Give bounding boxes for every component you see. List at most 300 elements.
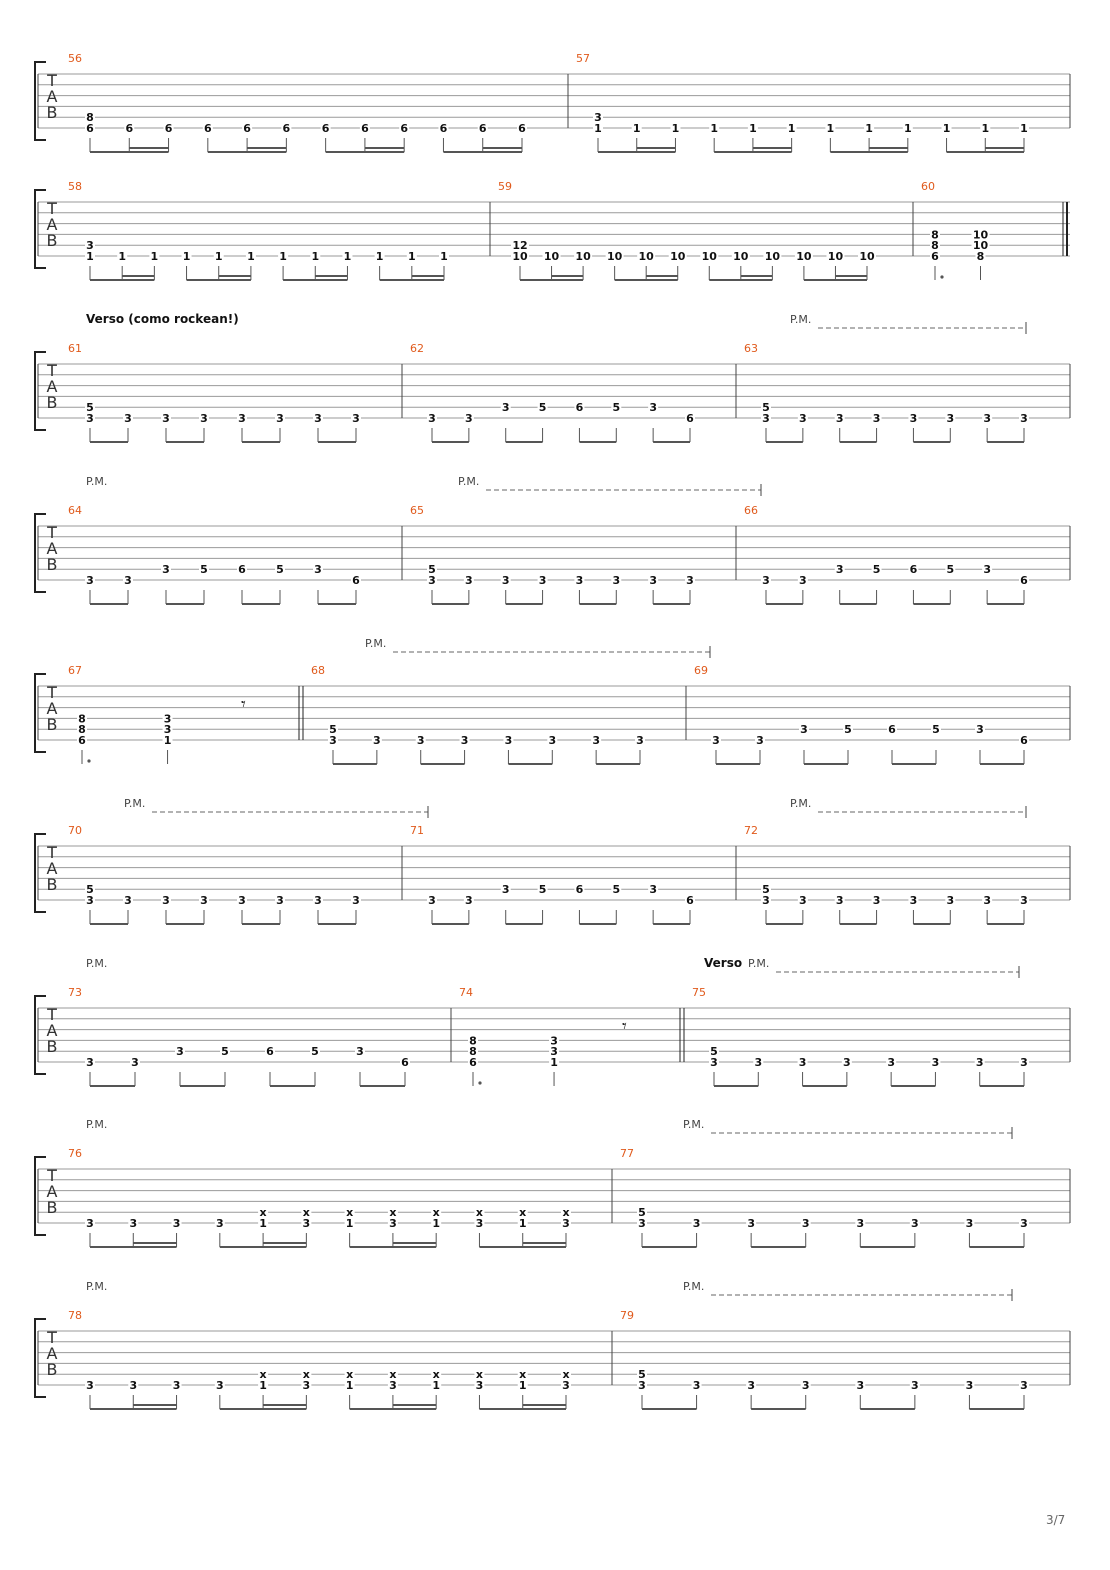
fret-number: 3 <box>176 1045 184 1059</box>
fret-number: 5 <box>612 883 621 897</box>
fret-number: 3 <box>983 563 991 577</box>
fret-number: 1 <box>118 250 127 263</box>
fret-number: 3 <box>856 1379 865 1392</box>
fret-number: 3 <box>215 1217 224 1230</box>
fret-number: 5 <box>946 563 955 577</box>
tab-clef-letter: T <box>47 71 57 90</box>
fret-number: 10 <box>606 250 623 263</box>
fret-number: 3 <box>872 894 881 907</box>
measure-number: 68 <box>311 664 325 677</box>
fret-number: 3 <box>965 1379 974 1392</box>
fret-number: 10 <box>796 250 812 263</box>
palm-mute-marker: P.M. <box>365 637 387 650</box>
fret-number: 1 <box>311 250 320 263</box>
fret-number: 3 <box>649 574 657 587</box>
fret-number: 1 <box>865 122 873 135</box>
fret-number: 3 <box>131 1056 139 1069</box>
fret-number: 3 <box>86 1217 94 1230</box>
dead-note: x <box>346 1368 354 1382</box>
dotted-note <box>87 759 90 762</box>
fret-number: 3 <box>843 1056 851 1069</box>
fret-number: 1 <box>279 250 287 263</box>
fret-number: 3 <box>314 563 322 577</box>
dead-note: x <box>432 1368 440 1382</box>
tab-clef-letter: A <box>46 699 58 718</box>
fret-number: 3 <box>550 1034 558 1048</box>
dead-note: x <box>562 1368 570 1382</box>
fret-number: 3 <box>976 723 984 737</box>
fret-number: 3 <box>504 734 513 747</box>
fret-number: 8 <box>78 712 86 726</box>
fret-number: 12 <box>512 239 528 253</box>
fret-number: 3 <box>416 734 425 747</box>
fret-number: 3 <box>856 1217 865 1230</box>
tab-system <box>35 797 1070 924</box>
fret-number: 6 <box>361 122 369 135</box>
measure-number: 75 <box>692 986 706 999</box>
fret-number: 8 <box>931 239 939 253</box>
fret-number: 3 <box>238 412 246 425</box>
fret-number: 6 <box>478 122 487 135</box>
fret-number: 1 <box>671 122 680 135</box>
fret-number: 1 <box>518 1217 527 1230</box>
tab-clef-letter: A <box>46 1344 58 1363</box>
fret-number: 3 <box>649 401 657 415</box>
dead-note: x <box>562 1206 570 1220</box>
fret-number: 3 <box>465 574 473 587</box>
palm-mute-marker: P.M. <box>124 797 146 810</box>
fret-number: 8 <box>78 723 86 737</box>
tab-system <box>35 312 1070 442</box>
tab-clef-letter: T <box>47 683 57 702</box>
dead-note: x <box>475 1206 484 1220</box>
fret-number: 1 <box>826 122 835 135</box>
fret-number: 3 <box>1020 1217 1028 1230</box>
fret-number: 3 <box>562 1217 570 1230</box>
fret-number: 5 <box>612 401 621 415</box>
measure-number: 62 <box>410 342 424 355</box>
tab-clef-letter: A <box>46 377 58 396</box>
fret-number: 5 <box>932 723 940 737</box>
fret-number: 3 <box>800 723 808 737</box>
fret-number: 3 <box>636 734 644 747</box>
fret-number: 3 <box>649 883 657 897</box>
measure-number: 67 <box>68 664 82 677</box>
fret-number: 3 <box>562 1379 570 1392</box>
fret-number: 3 <box>129 1379 138 1392</box>
measure-number: 70 <box>68 824 82 837</box>
fret-number: 5 <box>86 883 94 897</box>
fret-number: 3 <box>799 894 807 907</box>
palm-mute-marker: P.M. <box>86 957 108 970</box>
fret-number: 6 <box>164 122 173 135</box>
fret-number: 6 <box>1020 734 1028 747</box>
fret-number: 5 <box>538 883 547 897</box>
fret-number: 3 <box>887 1056 895 1069</box>
tab-clef-letter: T <box>47 199 57 218</box>
fret-number: 6 <box>266 1045 274 1059</box>
tab-clef-letter: T <box>47 1328 57 1347</box>
fret-number: 3 <box>1020 412 1028 425</box>
palm-mute-marker: P.M. <box>790 797 812 810</box>
fret-number: 3 <box>638 1379 646 1392</box>
tab-clef-letter: A <box>46 859 58 878</box>
fret-number: 3 <box>799 412 807 425</box>
tab-system <box>35 180 1070 280</box>
fret-number: 3 <box>352 412 360 425</box>
fret-number: 8 <box>469 1034 477 1048</box>
fret-number: 3 <box>909 412 918 425</box>
fret-number: 5 <box>844 723 852 737</box>
fret-number: 10 <box>972 228 989 242</box>
fret-number: 1 <box>259 1379 267 1392</box>
fret-number: 1 <box>343 250 352 263</box>
fret-number: 6 <box>469 1056 477 1069</box>
fret-number: 1 <box>942 122 951 135</box>
dead-note: x <box>259 1206 267 1220</box>
section-marker: Verso (como rockean!) <box>86 312 239 326</box>
dead-note: x <box>346 1206 354 1220</box>
fret-number: 1 <box>710 122 719 135</box>
fret-number: 3 <box>276 894 284 907</box>
fret-number: 1 <box>432 1379 441 1392</box>
fret-number: 3 <box>612 574 621 587</box>
tab-clef-letter: B <box>46 875 58 894</box>
fret-number: 1 <box>214 250 223 263</box>
eighth-rest: 𝄾 <box>622 1016 627 1037</box>
tab-system <box>35 475 1070 604</box>
fret-number: 3 <box>872 412 881 425</box>
palm-mute-marker: P.M. <box>683 1280 705 1293</box>
fret-number: 3 <box>975 1056 984 1069</box>
fret-number: 3 <box>762 574 770 587</box>
fret-number: 3 <box>594 111 602 125</box>
fret-number: 6 <box>401 1056 409 1069</box>
dead-note: x <box>519 1206 527 1220</box>
fret-number: 3 <box>172 1217 181 1230</box>
fret-number: 3 <box>428 412 436 425</box>
palm-mute-marker: P.M. <box>458 475 480 488</box>
fret-number: 3 <box>1020 894 1028 907</box>
fret-number: 10 <box>543 250 560 263</box>
measure-number: 74 <box>459 986 473 999</box>
tab-system <box>35 956 1070 1086</box>
fret-number: 1 <box>550 1056 558 1069</box>
palm-mute-marker: P.M. <box>86 1118 108 1131</box>
tab-clef-letter: B <box>46 393 58 412</box>
fret-number: 3 <box>538 574 547 587</box>
fret-number: 3 <box>86 894 94 907</box>
fret-number: 5 <box>762 401 770 415</box>
fret-number: 3 <box>460 734 469 747</box>
fret-number: 3 <box>200 894 208 907</box>
fret-number: 6 <box>686 894 694 907</box>
fret-number: 1 <box>432 1217 441 1230</box>
tab-clef-letter: B <box>46 715 58 734</box>
fret-number: 1 <box>247 250 255 263</box>
fret-number: 10 <box>575 250 591 263</box>
fret-number: 3 <box>798 1056 807 1069</box>
fret-number: 3 <box>686 574 694 587</box>
fret-number: 1 <box>150 250 159 263</box>
fret-number: 1 <box>407 250 416 263</box>
measure-number: 59 <box>498 180 512 193</box>
fret-number: 6 <box>400 122 409 135</box>
fret-number: 3 <box>302 1379 311 1392</box>
fret-number: 1 <box>518 1379 527 1392</box>
fret-number: 6 <box>203 122 212 135</box>
dead-note: x <box>302 1368 310 1382</box>
dead-note: x <box>259 1368 267 1382</box>
fret-number: 3 <box>835 563 844 577</box>
tab-clef-letter: A <box>46 539 58 558</box>
palm-mute-marker: P.M. <box>748 957 770 970</box>
fret-number: 3 <box>762 412 770 425</box>
fret-number: 3 <box>329 734 337 747</box>
fret-number: 6 <box>321 122 330 135</box>
fret-number: 3 <box>548 734 557 747</box>
palm-mute-marker: P.M. <box>683 1118 705 1131</box>
measure-number: 72 <box>744 824 758 837</box>
fret-number: 5 <box>200 563 208 577</box>
fret-number: 1 <box>345 1379 354 1392</box>
measure-number: 71 <box>410 824 424 837</box>
fret-number: 3 <box>356 1045 364 1059</box>
fret-number: 3 <box>747 1379 755 1392</box>
fret-number: 3 <box>799 574 807 587</box>
fret-number: 10 <box>670 250 686 263</box>
fret-number: 3 <box>428 894 436 907</box>
fret-number: 1 <box>787 122 796 135</box>
fret-number: 3 <box>762 894 770 907</box>
measure-number: 57 <box>576 52 590 65</box>
fret-number: 8 <box>976 250 985 263</box>
fret-number: 1 <box>981 122 990 135</box>
dead-note: x <box>475 1368 484 1382</box>
fret-number: 8 <box>86 111 94 125</box>
fret-number: 6 <box>909 563 918 577</box>
fret-number: 10 <box>972 239 989 253</box>
measure-number: 64 <box>68 504 82 517</box>
eighth-rest: 𝄾 <box>241 694 246 715</box>
fret-number: 3 <box>801 1379 810 1392</box>
measure-number: 77 <box>620 1147 634 1160</box>
palm-mute-marker: P.M. <box>790 313 812 326</box>
fret-number: 3 <box>163 723 172 737</box>
fret-number: 10 <box>733 250 749 263</box>
dead-note: x <box>389 1368 397 1382</box>
tab-clef-letter: B <box>46 555 58 574</box>
fret-number: 3 <box>983 412 991 425</box>
fret-number: 3 <box>352 894 360 907</box>
tab-clef-letter: A <box>46 87 58 106</box>
fret-number: 3 <box>911 1217 919 1230</box>
fret-number: 1 <box>182 250 191 263</box>
fret-number: 5 <box>638 1368 646 1382</box>
fret-number: 3 <box>389 1217 397 1230</box>
tab-clef-letter: B <box>46 1198 58 1217</box>
fret-number: 1 <box>903 122 912 135</box>
fret-number: 3 <box>501 401 510 415</box>
fret-number: 3 <box>124 894 132 907</box>
fret-number: 3 <box>238 894 246 907</box>
fret-number: 3 <box>162 563 170 577</box>
tab-clef-letter: T <box>47 843 57 862</box>
fret-number: 3 <box>314 894 322 907</box>
fret-number: 1 <box>632 122 641 135</box>
fret-number: 3 <box>983 894 991 907</box>
fret-number: 1 <box>749 122 757 135</box>
fret-number: 3 <box>501 883 510 897</box>
measure-number: 56 <box>68 52 82 65</box>
tab-clef-letter: B <box>46 1037 58 1056</box>
fret-number: 3 <box>86 412 94 425</box>
fret-number: 3 <box>1020 1056 1028 1069</box>
dead-note: x <box>432 1206 440 1220</box>
fret-number: 3 <box>692 1379 701 1392</box>
measure-number: 79 <box>620 1309 634 1322</box>
tab-system <box>35 1280 1070 1409</box>
fret-number: 3 <box>86 574 94 587</box>
fret-number: 3 <box>215 1379 224 1392</box>
dead-note: x <box>389 1206 397 1220</box>
fret-number: 6 <box>125 122 134 135</box>
fret-number: 3 <box>465 894 473 907</box>
fret-number: 10 <box>764 250 781 263</box>
tab-clef-letter: T <box>47 1166 57 1185</box>
fret-number: 1 <box>440 250 448 263</box>
fret-number: 3 <box>931 1056 940 1069</box>
fret-number: 8 <box>469 1045 477 1059</box>
fret-number: 3 <box>86 1056 94 1069</box>
measure-number: 60 <box>921 180 935 193</box>
fret-number: 6 <box>888 723 896 737</box>
fret-number: 3 <box>754 1056 763 1069</box>
fret-number: 3 <box>86 239 94 253</box>
fret-number: 1 <box>594 122 602 135</box>
fret-number: 6 <box>518 122 526 135</box>
fret-number: 6 <box>575 883 584 897</box>
fret-number: 6 <box>86 122 94 135</box>
fret-number: 6 <box>439 122 448 135</box>
fret-number: 3 <box>710 1056 718 1069</box>
tab-clef-letter: T <box>47 361 57 380</box>
fret-number: 5 <box>276 563 284 577</box>
fret-number: 6 <box>575 401 584 415</box>
fret-number: 3 <box>389 1379 397 1392</box>
fret-number: 3 <box>756 734 764 747</box>
fret-number: 3 <box>592 734 600 747</box>
fret-number: 6 <box>243 122 251 135</box>
fret-number: 1 <box>86 250 94 263</box>
page-number: 3/7 <box>1046 1513 1066 1527</box>
fret-number: 1 <box>163 734 172 747</box>
fret-number: 3 <box>163 712 172 726</box>
fret-number: 10 <box>859 250 875 263</box>
fret-number: 3 <box>129 1217 138 1230</box>
fret-number: 3 <box>835 412 844 425</box>
fret-number: 3 <box>911 1379 919 1392</box>
palm-mute-marker: P.M. <box>86 1280 108 1293</box>
fret-number: 8 <box>931 228 939 242</box>
tab-system <box>35 1118 1070 1247</box>
measure-number: 78 <box>68 1309 82 1322</box>
fret-number: 3 <box>747 1217 755 1230</box>
tab-clef-letter: T <box>47 523 57 542</box>
measure-number: 66 <box>744 504 758 517</box>
fret-number: 5 <box>86 401 94 415</box>
fret-number: 5 <box>638 1206 646 1220</box>
dotted-note <box>478 1081 481 1084</box>
fret-number: 10 <box>638 250 654 263</box>
fret-number: 3 <box>124 412 132 425</box>
dead-note: x <box>519 1368 527 1382</box>
fret-number: 3 <box>550 1045 558 1059</box>
fret-number: 3 <box>965 1217 974 1230</box>
section-marker: Verso <box>704 956 743 970</box>
tab-clef-letter: T <box>47 1005 57 1024</box>
fret-number: 3 <box>276 412 284 425</box>
measure-number: 63 <box>744 342 758 355</box>
measure-number: 69 <box>694 664 708 677</box>
fret-number: 3 <box>172 1379 181 1392</box>
tab-system <box>35 52 1070 152</box>
measure-number: 61 <box>68 342 82 355</box>
fret-number: 1 <box>1020 122 1028 135</box>
fret-number: 10 <box>827 250 844 263</box>
fret-number: 6 <box>238 563 246 577</box>
measure-number: 65 <box>410 504 424 517</box>
fret-number: 3 <box>1020 1379 1028 1392</box>
fret-number: 5 <box>538 401 547 415</box>
fret-number: 6 <box>352 574 360 587</box>
fret-number: 5 <box>710 1045 718 1059</box>
fret-number: 1 <box>375 250 384 263</box>
fret-number: 3 <box>373 734 381 747</box>
dead-note: x <box>302 1206 310 1220</box>
fret-number: 3 <box>475 1379 484 1392</box>
fret-number: 3 <box>314 412 322 425</box>
tab-clef-letter: A <box>46 1182 58 1201</box>
fret-number: 6 <box>1020 574 1028 587</box>
fret-number: 10 <box>701 250 717 263</box>
tab-clef-letter: B <box>46 1360 58 1379</box>
fret-number: 3 <box>200 412 208 425</box>
tab-clef-letter: A <box>46 1021 58 1040</box>
fret-number: 10 <box>512 250 528 263</box>
fret-number: 3 <box>801 1217 810 1230</box>
palm-mute-marker: P.M. <box>86 475 108 488</box>
fret-number: 3 <box>946 412 955 425</box>
fret-number: 3 <box>475 1217 484 1230</box>
fret-number: 3 <box>638 1217 646 1230</box>
fret-number: 3 <box>124 574 132 587</box>
fret-number: 6 <box>282 122 291 135</box>
fret-number: 3 <box>909 894 918 907</box>
tab-clef-letter: B <box>46 103 58 122</box>
fret-number: 3 <box>712 734 720 747</box>
fret-number: 3 <box>162 412 170 425</box>
fret-number: 3 <box>501 574 510 587</box>
fret-number: 5 <box>311 1045 319 1059</box>
fret-number: 6 <box>78 734 86 747</box>
fret-number: 3 <box>302 1217 311 1230</box>
fret-number: 5 <box>762 883 770 897</box>
measure-number: 76 <box>68 1147 82 1160</box>
fret-number: 1 <box>345 1217 354 1230</box>
fret-number: 6 <box>686 412 694 425</box>
fret-number: 6 <box>931 250 939 263</box>
